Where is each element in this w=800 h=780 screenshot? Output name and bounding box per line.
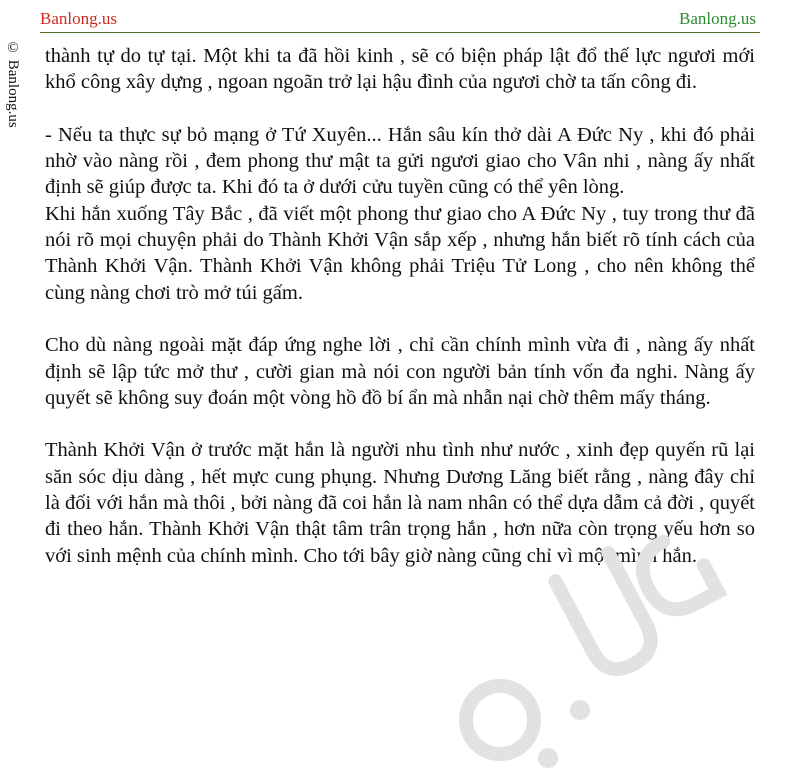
paragraph-gap bbox=[45, 306, 755, 332]
paragraph-2: - Nếu ta thực sự bỏ mạng ở Tứ Xuyên... Hắn sâu kín thở dài A Đức Ny , khi đó phải nhờ vào nàng rồi , đem phong thư mật ta gửi ngươi giao cho Vân nhi , nàng ấy nhất định sẽ giúp được ta. Khi đó ta ở dưới cửu tuyền cũng có thể yên lòng. bbox=[45, 123, 755, 199]
paragraph-4: Cho dù nàng ngoài mặt đáp ứng nghe lời , chỉ cần chính mình vừa đi , nàng ấy nhất định sẽ lập tức mở thư , cười gian mà nói con người bản tính vốn đa nghi. Nàng ấy quyết sẽ không suy đoán một vòng hồ đồ bí ẩn mà nhẫn nại chờ thêm mấy tháng. bbox=[45, 334, 755, 409]
header-site-link-left[interactable]: Banlong.us bbox=[40, 9, 117, 28]
body-text bbox=[45, 43, 755, 569]
paragraph-gap bbox=[45, 96, 755, 122]
paragraph-3: Khi hắn xuống Tây Bắc , đã viết một phong thư giao cho A Đức Ny , tuy trong thư đã nói rõ mọi chuyện phải do Thành Khởi Vận sắp xếp , nhưng hắn biết rõ tính cách của Thành Khởi Vận. Thành Khởi Vận không phải Triệu Tử Long , cho nên không thể cùng nàng chơi trò mở túi gấm. bbox=[45, 202, 755, 304]
paragraph-gap bbox=[45, 411, 755, 437]
paragraph-5: Thành Khởi Vận ở trước mặt hắn là người nhu tình như nước , xinh đẹp quyến rũ lại săn sóc dịu dàng , hết mực cung phụng. Nhưng Dương Lăng biết rằng , nàng đây chỉ là đối với hắn mà thôi , bởi nàng đã coi hắn là nam nhân có thể dựa dẫm cả đời , quyết đi theo hắn. Thành Khởi Vận thật tâm trân trọng hắn , hơn nữa còn trọng yếu hơn so với sinh mệnh của chính mình. Cho tới bây giờ nàng cũng chỉ vì một mình hắn. bbox=[45, 439, 755, 567]
header-divider bbox=[40, 32, 760, 33]
paragraph-1: thành tự do tự tại. Một khi ta đã hồi kinh , sẽ có biện pháp lật đổ thế lực ngươi mới khổ công xây dựng , ngoan ngoãn trở lại hậu đình của ngươi chờ ta tấn công đi. bbox=[45, 45, 755, 94]
header-site-link-right[interactable]: Banlong.us bbox=[679, 9, 756, 28]
side-copyright-notice: © Banlong.us bbox=[5, 40, 21, 128]
page-header bbox=[40, 8, 760, 32]
